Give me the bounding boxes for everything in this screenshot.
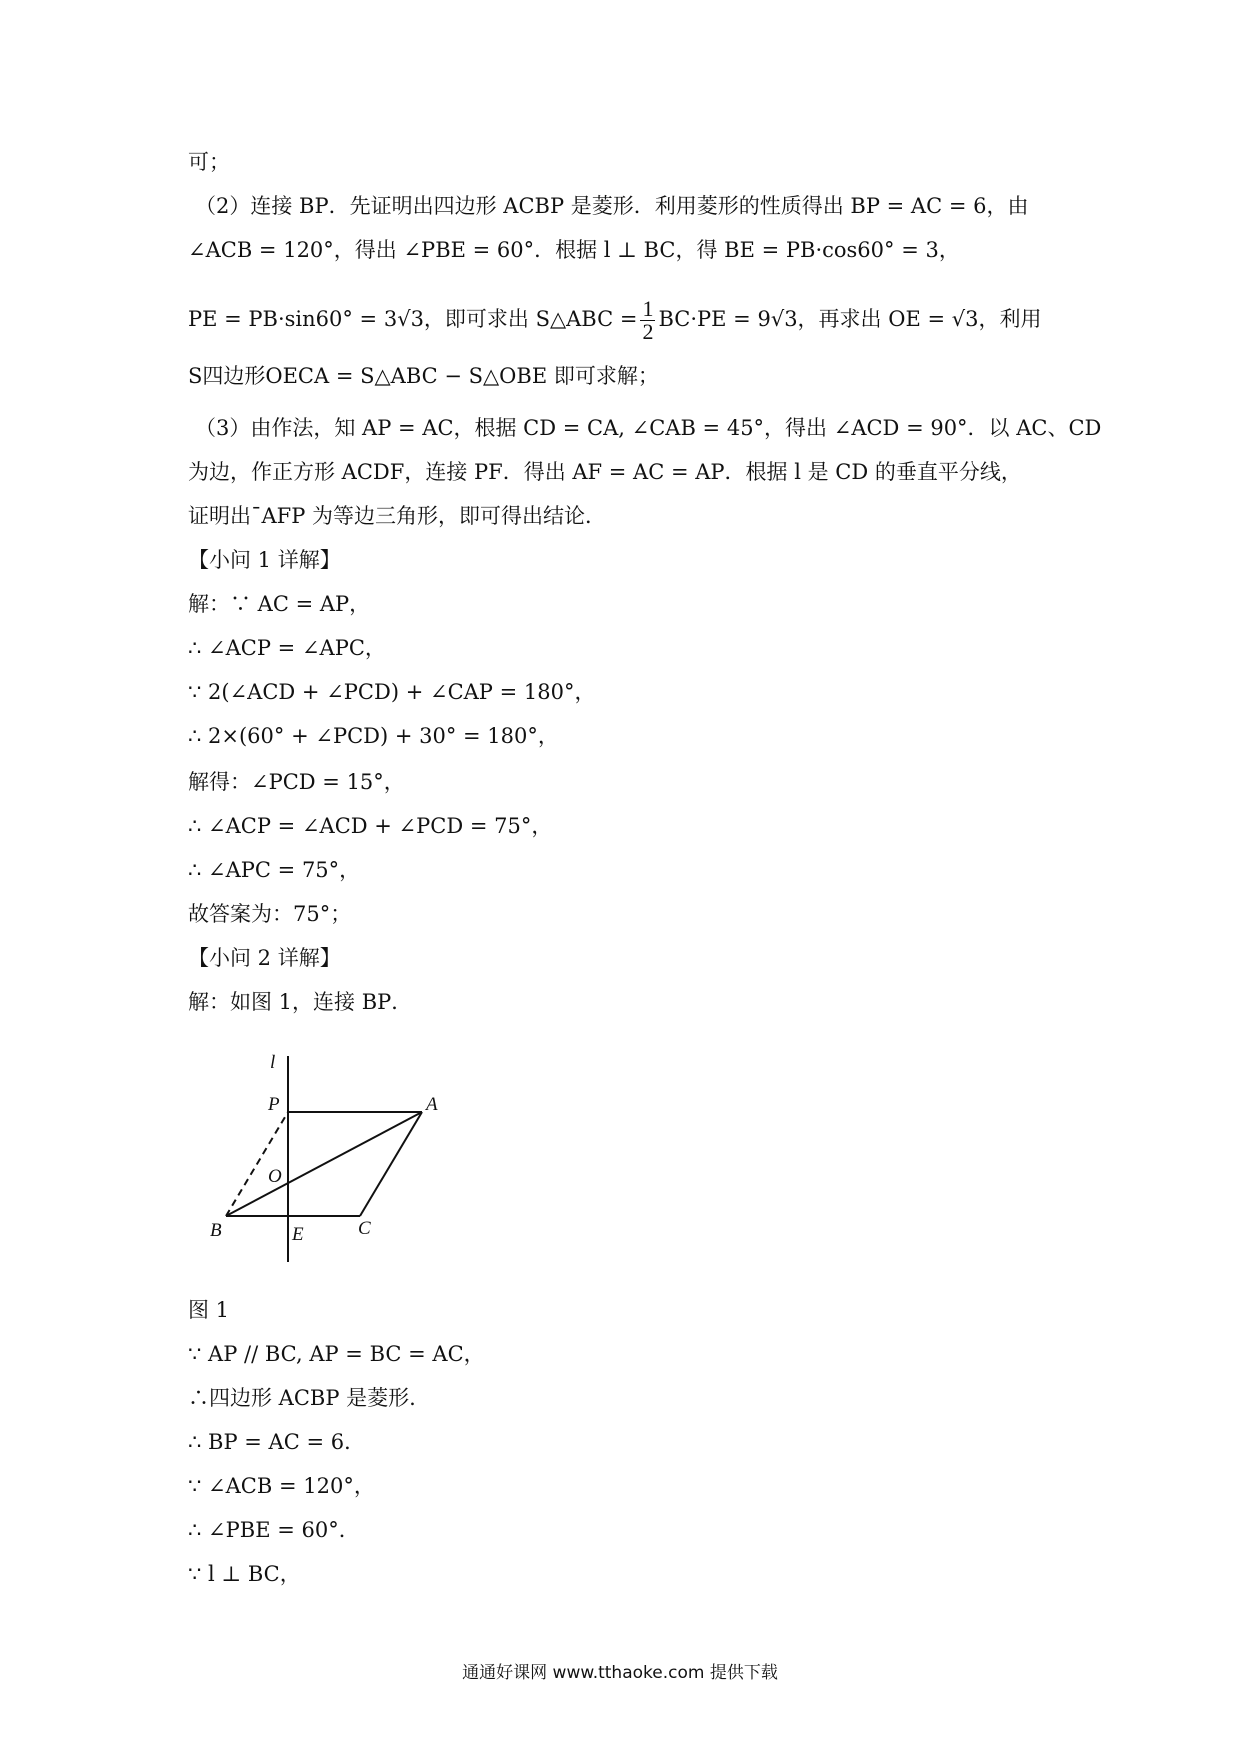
- label-E: E: [292, 1224, 304, 1245]
- text-line: ∴ ∠ACP = ∠ACD + ∠PCD = 75°，: [188, 814, 553, 838]
- section-heading: 【小问 2 详解】: [188, 946, 341, 970]
- segment-BA: [226, 1112, 422, 1216]
- text-line: （3）由作法，知 AP = AC，根据 CD = CA, ∠CAB = 45°，得出 ∠ACD = 90°．以 AC、CD: [195, 416, 1102, 440]
- text-line: S四边形OECA = S△ABC − S△OBE 即可求解；: [188, 364, 659, 388]
- text-line: ∴ ∠ACP = ∠APC，: [188, 636, 386, 660]
- text-line: ∴ ∠APC = 75°，: [188, 858, 361, 882]
- text-line: 故答案为：75°；: [188, 902, 352, 926]
- label-l: l: [270, 1052, 276, 1073]
- text-line: ∴四边形 ACBP 是菱形.: [188, 1386, 416, 1410]
- text-line: 解得：∠PCD = 15°，: [188, 770, 405, 794]
- figure-caption: 图 1: [188, 1298, 230, 1322]
- geometry-figure: [200, 1050, 460, 1270]
- fraction: [640, 298, 655, 343]
- text-segment: BC·PE = 9√3，再求出 OE = √3，利用: [658, 307, 1042, 331]
- section-heading: 【小问 1 详解】: [188, 548, 341, 572]
- page-footer: 通通好课网 www.tthaoke.com 提供下载: [462, 1663, 778, 1683]
- label-A: A: [426, 1094, 438, 1115]
- fraction-denominator: 2: [642, 319, 654, 344]
- text-line: 为边，作正方形 ACDF，连接 PF．得出 AF = AC = AP．根据 l 是 CD 的垂直平分线，: [188, 460, 1022, 484]
- text-line: ∴ BP = AC = 6．: [188, 1430, 366, 1454]
- text-line: 解：∵ AC = AP，: [188, 592, 371, 616]
- text-line: ∵ 2(∠ACD + ∠PCD) + ∠CAP = 180°，: [188, 680, 596, 704]
- text-line: 证明出¯AFP 为等边三角形，即可得出结论．: [188, 504, 607, 528]
- text-line: ∠ACB = 120°，得出 ∠PBE = 60°．根据 l ⊥ BC，得 BE = PB·cos60° = 3，: [188, 238, 960, 262]
- text-line: ∵ AP // BC, AP = BC = AC，: [188, 1342, 485, 1366]
- label-C: C: [358, 1218, 371, 1239]
- fraction-numerator: 1: [642, 296, 654, 321]
- text-line: （2）连接 BP．先证明出四边形 ACBP 是菱形．利用菱形的性质得出 BP = AC = 6，由: [195, 194, 1029, 218]
- text-line: ∴ ∠PBE = 60°．: [188, 1518, 360, 1542]
- text-line: 解：如图 1，连接 BP．: [188, 990, 413, 1014]
- text-line: 可；: [188, 150, 230, 174]
- text-line: ∴ 2×(60° + ∠PCD) + 30° = 180°，: [188, 724, 559, 748]
- text-line-with-fraction: [188, 298, 1041, 343]
- label-P: P: [268, 1094, 280, 1115]
- text-line: ∵ l ⊥ BC，: [188, 1562, 301, 1586]
- label-O: O: [268, 1166, 282, 1187]
- label-B: B: [210, 1220, 222, 1241]
- text-line: ∵ ∠ACB = 120°，: [188, 1474, 375, 1498]
- text-segment: PE = PB·sin60° = 3√3，即可求出 S△ABC =: [188, 307, 638, 331]
